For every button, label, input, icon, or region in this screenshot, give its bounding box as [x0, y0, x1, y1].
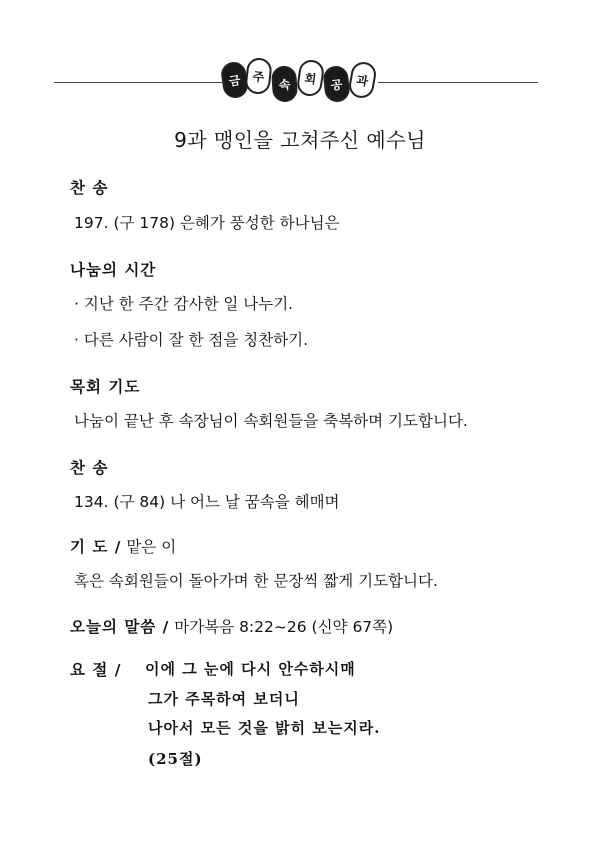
hymn2-heading: 찬 송 — [70, 459, 109, 477]
header-rule-left — [54, 82, 222, 83]
shepherd-prayer-heading: 목회 기도 — [70, 378, 141, 396]
prayer-leader: 맡은 이 — [121, 538, 177, 556]
memory-verse-line-2: 그가 주목하여 보더니 — [148, 690, 300, 708]
prayer-line: 혹은 속회원들이 돌아가며 한 문장씩 짧게 기도합니다. — [74, 572, 438, 590]
banner-char: 속 — [271, 65, 298, 103]
sharing-line-1: · 지난 한 주간 감사한 일 나누기. — [74, 295, 294, 313]
sharing-line-2: · 다른 사람이 잘 한 점을 칭찬하기. — [74, 331, 309, 349]
word-heading-label: 오늘의 말씀 / — [70, 618, 170, 636]
prayer-heading — [70, 535, 176, 557]
lesson-title: 9과 맹인을 고쳐주신 예수님 — [174, 128, 426, 152]
banner-char: 회 — [296, 58, 326, 97]
banner-char: 과 — [347, 60, 378, 100]
hymn1-line: 197. (구 178) 은혜가 풍성한 하나님은 — [74, 214, 340, 232]
banner-char: 공 — [322, 65, 351, 103]
sharing-heading: 나눔의 시간 — [70, 261, 157, 279]
word-heading — [70, 615, 393, 637]
memory-verse-heading: 요 절 / — [70, 661, 122, 679]
memory-verse-citation: (25절) — [148, 750, 203, 768]
banner-char: 금 — [220, 60, 250, 99]
memory-verse-line-1: 이에 그 눈에 다시 안수하시매 — [145, 660, 356, 678]
prayer-heading-label: 기 도 / — [70, 538, 122, 556]
scripture-reference: 마가복음 8:22~26 (신약 67쪽) — [169, 618, 394, 636]
memory-verse-line-3: 나아서 모든 것을 밝히 보는지라. — [148, 719, 381, 737]
banner-char: 주 — [244, 57, 273, 95]
banner-logo — [222, 58, 378, 108]
hymn1-heading: 찬 송 — [70, 179, 109, 197]
header-rule-right — [378, 82, 538, 83]
hymn2-line: 134. (구 84) 나 어느 날 꿈속을 헤매며 — [74, 493, 340, 511]
shepherd-prayer-line: 나눔이 끝난 후 속장님이 속회원들을 축복하며 기도합니다. — [74, 412, 468, 430]
